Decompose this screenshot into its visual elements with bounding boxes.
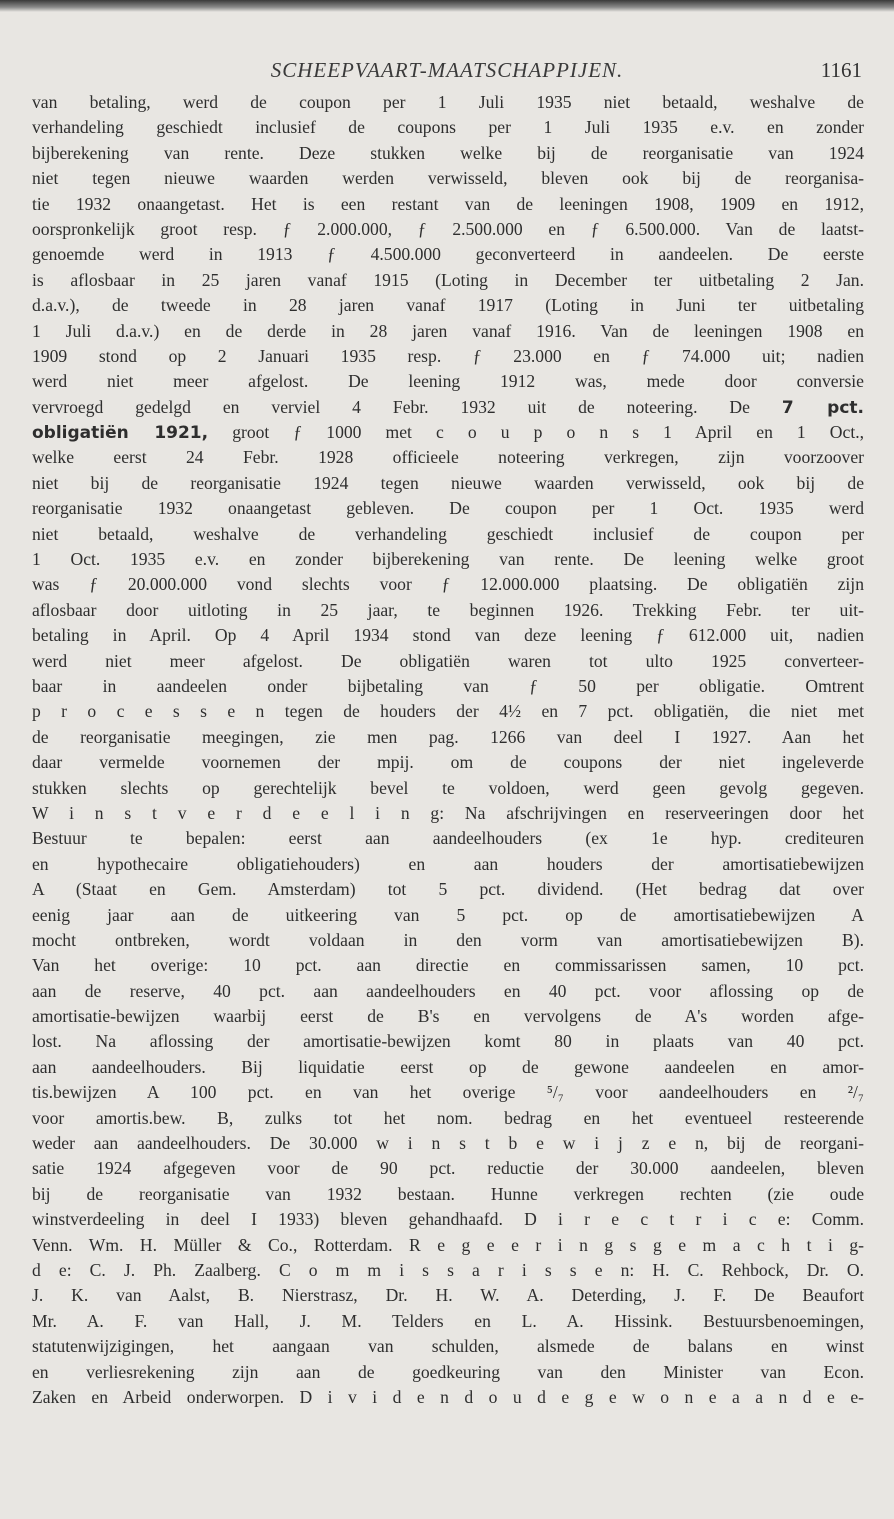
bold-term-pct: 7 pct. [781, 397, 864, 418]
text-line: en hypothecaire obligatiehouders) en aan houders der amortisatiebewijzen [32, 853, 864, 874]
text-line: bijberekening van rente. Deze stukken welke bij de reorganisatie van 1924 [32, 142, 864, 163]
text-line: werd niet meer afgelost. De leening 1912 was, mede door conversie [32, 371, 864, 392]
text-line: d e: C. J. Ph. Zaalberg. C o m m i s s a r i s s e n: H. C. Rehbock, Dr. O. [32, 1259, 864, 1280]
text-line: aan de reserve, 40 pct. aan aandeelhouders en 40 pct. voor aflossing op de [32, 980, 864, 1001]
text-line: daar vermelde voornemen der mpij. om de coupons der niet ingeleverde [32, 752, 864, 773]
text-line: Van het overige: 10 pct. aan directie en commissarissen samen, 10 pct. [32, 955, 864, 976]
text-line: reorganisatie 1932 onaangetast gebleven. De coupon per 1 Oct. 1935 werd [32, 498, 864, 519]
text-line: statutenwijzigingen, het aangaan van schulden, alsmede de balans en winst [32, 1336, 864, 1357]
text-line: satie 1924 afgegeven voor de 90 pct. reductie der 30.000 aandeelen, bleven [32, 1158, 864, 1179]
text-line: verhandeling geschiedt inclusief de coupons per 1 Juli 1935 e.v. en zonder [32, 117, 864, 138]
text-line: 1 Juli d.a.v.) en de derde in 28 jaren vanaf 1916. Van de leeningen 1908 en [32, 320, 864, 341]
text-line: tis.bewijzen A 100 pct. en van het overige ⁵/₇ voor aandeelhouders en ²/₇ [32, 1082, 864, 1103]
text-line: Venn. Wm. H. Müller & Co., Rotterdam. R e g e e r i n g s g e m a c h t i g- [32, 1234, 864, 1255]
line-text: groot ƒ 1000 met c o u p o n s 1 April en 1 Oct., [232, 422, 864, 443]
text-line: p r o c e s s e n tegen de houders der 4½ en 7 pct. obligatiën, die niet met [32, 701, 864, 722]
text-line: en verliesrekening zijn aan de goedkeuring van den Minister van Econ. [32, 1361, 864, 1382]
text-line: tie 1932 onaangetast. Het is een restant van de leeningen 1908, 1909 en 1912, [32, 193, 864, 214]
text-line [32, 1410, 864, 1435]
text-line: aflosbaar door uitloting in 25 jaar, te beginnen 1926. Trekking Febr. ter uit- [32, 599, 864, 620]
text-line: de reorganisatie meegingen, zie men pag. 1266 van deel I 1927. Aan het [32, 726, 864, 747]
text-line: amortisatie-bewijzen waarbij eerst de B's en vervolgens de A's worden afge- [32, 1006, 864, 1027]
text-line: mocht ontbreken, wordt voldaan in den vorm van amortisatiebewijzen B). [32, 929, 864, 950]
text-line: W i n s t v e r d e e l i n g: Na afschrijvingen en reserveeringen door het [32, 802, 864, 823]
text-line: niet bij de reorganisatie 1924 tegen nieuwe waarden verwisseld, ook bij de [32, 472, 864, 493]
text-line: Mr. A. F. van Hall, J. M. Telders en L. A. Hissink. Bestuursbenoemingen, [32, 1310, 864, 1331]
text-line: A (Staat en Gem. Amsterdam) tot 5 pct. dividend. (Het bedrag dat over [32, 879, 864, 900]
text-line-with-bold [32, 395, 864, 420]
text-line: winstverdeeling in deel I 1933) bleven gehandhaafd. D i r e c t r i c e: Comm. [32, 1209, 864, 1230]
text-line: niet betaald, weshalve de verhandeling geschiedt inclusief de coupon per [32, 523, 864, 544]
text-line: 1909 stond op 2 Januari 1935 resp. ƒ 23.000 en ƒ 74.000 uit; nadien [32, 345, 864, 366]
text-line: 1 Oct. 1935 e.v. en zonder bijberekening van rente. De leening welke groot [32, 549, 864, 570]
text-line: d.a.v.), de tweede in 28 jaren vanaf 1917 (Loting in Juni ter uitbetaling [32, 295, 864, 316]
text-line: aan aandeelhouders. Bij liquidatie eerst op de gewone aandeelen en amor- [32, 1056, 864, 1077]
page-header [32, 58, 862, 90]
body-text [32, 90, 864, 1436]
text-line: niet tegen nieuwe waarden werden verwisseld, bleven ook bij de reorganisa- [32, 168, 864, 189]
scan-edge [0, 0, 894, 12]
text-line: weder aan aandeelhouders. De 30.000 w i n s t b e w i j z e n, bij de reorgani- [32, 1133, 864, 1154]
text-line: Bestuur te bepalen: eerst aan aandeelhouders (ex 1e hyp. crediteuren [32, 828, 864, 849]
line-text: vervroegd gedelgd en verviel 4 Febr. 1932 uit de noteering. De [32, 396, 750, 417]
bold-term-obligatien: obligatiën 1921, [32, 423, 209, 444]
text-line: lost. Na aflossing der amortisatie-bewijzen komt 80 in plaats van 40 pct. [32, 1031, 864, 1052]
page-number: 1161 [820, 58, 862, 82]
running-title: SCHEEPVAART-MAATSCHAPPIJEN. [270, 58, 624, 82]
text-line: stukken slechts op gerechtelijk bevel te voldoen, werd geen gevolg gegeven. [32, 777, 864, 798]
text-line: bij de reorganisatie van 1932 bestaan. Hunne verkregen rechten (zie oude [32, 1183, 864, 1204]
text-line: is aflosbaar in 25 jaren vanaf 1915 (Loting in December ter uitbetaling 2 Jan. [32, 269, 864, 290]
text-line: baar in aandeelen onder bijbetaling van ƒ 50 per obligatie. Omtrent [32, 675, 864, 696]
text-line: was ƒ 20.000.000 vond slechts voor ƒ 12.000.000 plaatsing. De obligatiën zijn [32, 574, 864, 595]
text-line: werd niet meer afgelost. De obligatiën waren tot ulto 1925 converteer- [32, 650, 864, 671]
text-line: voor amortis.bew. B, zulks tot het nom. bedrag en het eventueel resteerende [32, 1107, 864, 1128]
text-line: Zaken en Arbeid onderworpen. D i v i d e n d o u d e g e w o n e a a n d e e- [32, 1386, 864, 1407]
text-line: van betaling, werd de coupon per 1 Juli 1935 niet betaald, weshalve de [32, 92, 864, 112]
text-line: betaling in April. Op 4 April 1934 stond van deze leening ƒ 612.000 uit, nadien [32, 625, 864, 646]
text-line: welke eerst 24 Febr. 1928 officieele noteering verkregen, zijn voorzoover [32, 447, 864, 468]
text-line: genoemde werd in 1913 ƒ 4.500.000 geconverteerd in aandeelen. De eerste [32, 244, 864, 265]
text-line: J. K. van Aalst, B. Nierstrasz, Dr. H. W. A. Deterding, J. F. De Beaufort [32, 1285, 864, 1306]
text-line: eenig jaar aan de uitkeering van 5 pct. op de amortisatiebewijzen A [32, 904, 864, 925]
text-line-with-bold [32, 420, 864, 445]
text-line: oorspronkelijk groot resp. ƒ 2.000.000, ƒ 2.500.000 en ƒ 6.500.000. Van de laatst- [32, 218, 864, 239]
